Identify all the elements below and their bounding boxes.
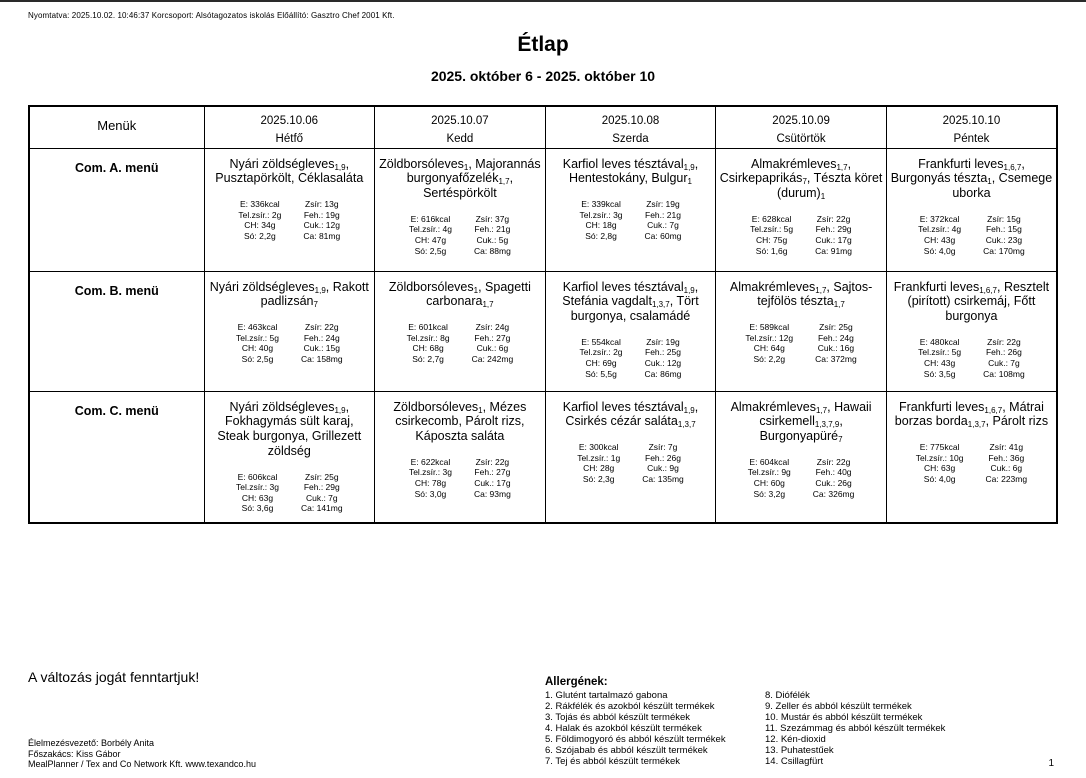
day-date: 2025.10.09	[772, 115, 830, 127]
dish-names: Nyári zöldségleves$_{1,9}$, Rakott padlizsán$_7$	[209, 279, 369, 310]
nutrition-line: CH: 40g	[241, 343, 274, 354]
nutrition-line: Tel.zsír.: 5g	[918, 347, 962, 358]
nutrition-column	[815, 322, 857, 365]
nutrition-line: Tel.zsír.: 4g	[918, 224, 962, 235]
nutrition-line: Ca: 93mg	[473, 488, 511, 499]
menu-cell	[886, 148, 1057, 271]
nutrition-line: Feh.: 26g	[985, 347, 1022, 358]
nutrition-line: E: 463kcal	[237, 322, 278, 332]
nutrition-line: Ca: 223mg	[985, 473, 1028, 484]
nutrition-line: Só: 3,2g	[753, 488, 786, 499]
credits-block	[28, 738, 256, 770]
allergen-item: 14. Csillagfürt	[765, 755, 824, 767]
nutrition-column	[645, 199, 682, 242]
allergen-item: 2. Rákfélék és azokból készült termékek	[545, 700, 715, 712]
nutrition-line: Ca: 86mg	[644, 368, 682, 379]
nutrition-line: Tel.zsír.: 3g	[579, 209, 623, 220]
nutrition-column	[918, 214, 961, 257]
menu-cell	[545, 271, 716, 391]
nutrition-line: Tel.zsír.: 3g	[236, 482, 279, 493]
allergen-item: 13. Puhatestűek	[765, 744, 834, 756]
nutrition-line: Cuk.: 5g	[476, 235, 509, 245]
day-name: Hétfő	[275, 133, 304, 145]
allergen-numbers: 1,6,7	[1003, 162, 1022, 172]
menu-cell	[204, 391, 375, 523]
dish-names: Nyári zöldségleves$_{1,9}$, Fokhagymás sült karaj, Steak burgonya, Grillezett zöldség	[217, 399, 362, 458]
allergen-numbers: 1	[478, 405, 483, 415]
nutrition-line: Só: 5,5g	[585, 368, 617, 379]
nutrition-block	[375, 214, 545, 257]
nutrition-line: Cuk.: 12g	[644, 358, 682, 368]
nutrition-line: Ca: 372mg	[815, 353, 857, 364]
dish-names: Frankfurti leves$_{1,6,7}$, Burgonyás tészta$_1$, Csemege uborka	[890, 156, 1053, 200]
day-name: Csütörtök	[776, 133, 826, 145]
nutrition-line: Zsír: 22g	[987, 336, 1021, 347]
allergen-numbers: 1,9	[334, 162, 346, 172]
allergen-item: 7. Tej és abból készült termékek	[545, 755, 681, 767]
allergen-numbers: 1,7	[836, 162, 848, 172]
column-header-day	[886, 106, 1057, 148]
nutrition-column	[303, 199, 340, 242]
nutrition-line: Ca: 158mg	[301, 353, 343, 364]
nutrition-column	[301, 472, 343, 515]
nutrition-line: Feh.: 21g	[645, 209, 681, 220]
nutrition-column	[472, 322, 514, 365]
allergen-numbers: 1,6,7	[979, 285, 997, 295]
credit-line: Főszakács: Kiss Gábor	[28, 748, 121, 759]
nutrition-block	[546, 337, 716, 380]
allergen-numbers: 1,9	[683, 405, 695, 415]
menu-row	[29, 148, 1057, 271]
nutrition-line: Zsír: 22g	[305, 322, 339, 332]
column-header-menus: Menük	[29, 106, 204, 148]
nutrition-line: Só: 3,6g	[241, 503, 274, 514]
nutrition-line: Cuk.: 16g	[817, 343, 855, 354]
menu-row	[29, 391, 1057, 523]
allergen-item: 3. Tojás és abból készült termékek	[545, 711, 691, 723]
nutrition-column	[642, 442, 684, 485]
nutrition-line: E: 601kcal	[408, 322, 448, 332]
nutrition-column	[918, 337, 961, 380]
allergen-item: 4. Halak és azokból készült termékek	[545, 722, 702, 734]
allergen-item: 1. Glutént tartalmazó gabona	[545, 690, 668, 701]
dish-names: Almakrémleves$_{1,7}$, Sajtos-tejfölös tészta$_{1,7}$	[729, 279, 873, 310]
nutrition-line: Zsír: 13g	[305, 199, 339, 209]
nutrition-line: Feh.: 40g	[815, 467, 852, 478]
nutrition-column	[813, 457, 855, 500]
nutrition-line: Só: 2,7g	[412, 353, 444, 364]
allergen-numbers: 7	[838, 435, 843, 444]
nutrition-block	[546, 199, 716, 242]
nutrition-line: Zsír: 19g	[646, 336, 680, 347]
nutrition-line: Cuk.: 7g	[988, 358, 1020, 368]
allergen-numbers: 1,7	[815, 285, 827, 295]
menu-table-body	[29, 148, 1057, 523]
nutrition-line: Ca: 170mg	[983, 245, 1025, 256]
nutrition-line: Só: 4,0g	[923, 473, 956, 484]
allergen-numbers: 1	[463, 162, 469, 172]
nutrition-line: Ca: 60mg	[644, 230, 682, 241]
allergen-numbers: 1,7	[498, 177, 510, 187]
page-title: Étlap	[517, 33, 569, 56]
credit-line: MealPlanner / Tex and Co Network Kft. www.texandco.hu	[28, 759, 256, 770]
nutrition-line: Feh.: 36g	[988, 452, 1025, 463]
nutrition-block	[546, 442, 716, 485]
nutrition-line: Feh.: 26g	[645, 452, 681, 463]
nutrition-line: E: 606kcal	[237, 471, 278, 482]
nutrition-line: CH: 69g	[585, 358, 617, 368]
dish-names: Almakrémleves$_{1,7}$, Hawaii csirkemell$_{1,3,7,9}$, Burgonyapüré$_7$	[730, 399, 872, 444]
nutrition-line: E: 622kcal	[410, 456, 451, 467]
nutrition-line: E: 775kcal	[919, 442, 960, 452]
allergen-numbers: 1,9	[683, 285, 695, 295]
menu-cell	[204, 271, 375, 391]
nutrition-block	[716, 322, 886, 365]
allergens-section	[545, 676, 945, 767]
nutrition-line: E: 589kcal	[749, 322, 790, 332]
nutrition-column	[750, 214, 793, 257]
nutrition-column	[409, 214, 452, 257]
allergen-item: 12. Kén-dioxid	[765, 733, 826, 745]
column-header-day	[545, 106, 716, 148]
column-header-day	[204, 106, 375, 148]
nutrition-line: Ca: 91mg	[815, 245, 852, 256]
allergens-column-left	[545, 691, 765, 767]
menu-row-label: Com. B. menü	[29, 271, 204, 391]
nutrition-line: CH: 68g	[412, 343, 444, 354]
dish-names: Frankfurti leves$_{1,6,7}$, Mátrai borzas borda$_{1,3,7}$, Párolt rizs	[894, 399, 1049, 430]
nutrition-column	[986, 442, 1028, 485]
nutrition-block	[375, 322, 545, 365]
nutrition-line: Cuk.: 7g	[647, 220, 679, 231]
column-header-day	[375, 106, 546, 148]
nutrition-line: Feh.: 29g	[815, 224, 852, 235]
nutrition-column	[236, 472, 279, 515]
nutrition-line: Cuk.: 9g	[647, 463, 679, 474]
nutrition-column	[238, 199, 281, 242]
nutrition-line: Zsír: 25g	[305, 471, 339, 482]
menu-table	[28, 105, 1058, 524]
nutrition-line: CH: 64g	[753, 343, 785, 354]
nutrition-line: Zsír: 25g	[819, 322, 853, 332]
nutrition-column	[474, 214, 511, 257]
allergen-numbers: 1,7	[816, 405, 828, 415]
nutrition-block	[375, 457, 545, 500]
nutrition-line: Tel.zsír.: 12g	[745, 332, 794, 343]
nutrition-line: Ca: 81mg	[303, 230, 341, 241]
nutrition-line: Tel.zsír.: 4g	[408, 224, 452, 235]
allergen-numbers: 1,9	[334, 405, 346, 415]
allergen-numbers: 1,3,7	[651, 300, 670, 310]
nutrition-line: Cuk.: 7g	[305, 492, 338, 503]
allergen-item: 10. Mustár és abból készült termékek	[765, 711, 923, 723]
nutrition-line: CH: 63g	[241, 492, 274, 503]
nutrition-line: Ca: 326mg	[812, 488, 855, 499]
nutrition-line: Cuk.: 17g	[815, 235, 852, 245]
nutrition-block	[887, 214, 1056, 257]
menu-cell	[545, 148, 716, 271]
allergen-item: 11. Szezámmag és abból készült termékek	[765, 722, 946, 734]
nutrition-column	[983, 337, 1025, 380]
nutrition-line: Feh.: 24g	[817, 332, 854, 343]
nutrition-block	[887, 442, 1056, 485]
menu-cell	[375, 391, 546, 523]
nutrition-column	[474, 457, 511, 500]
dish-names: Nyári zöldségleves$_{1,9}$, Pusztapörkölt, Céklasaláta	[215, 156, 364, 186]
allergens-column-right	[765, 691, 945, 767]
allergen-item: 5. Földimogyoró és abból készült termékek	[545, 733, 726, 745]
allergen-numbers: 1	[687, 177, 692, 187]
nutrition-line: Cuk.: 12g	[303, 220, 340, 231]
allergens-columns	[545, 691, 945, 767]
nutrition-line: Tel.zsír.: 2g	[238, 209, 282, 220]
column-header-day	[716, 106, 887, 148]
nutrition-column	[236, 322, 279, 365]
dish-names: Zöldborsóleves$_1$, Mézes csirkecomb, Párolt rizs, Káposzta saláta	[393, 399, 527, 443]
menu-cell	[716, 391, 887, 523]
nutrition-line: Tel.zsír.: 8g	[406, 332, 450, 343]
menu-row-label: Com. A. menü	[29, 148, 204, 271]
nutrition-line: CH: 75g	[756, 235, 788, 245]
nutrition-column	[301, 322, 343, 365]
menu-cell	[545, 391, 716, 523]
nutrition-column	[580, 199, 623, 242]
allergen-numbers: 1,7	[833, 300, 845, 310]
nutrition-block	[205, 472, 375, 515]
day-date: 2025.10.06	[260, 115, 319, 127]
allergen-numbers: 1,3,7,9	[814, 420, 840, 430]
nutrition-line: CH: 43g	[924, 358, 956, 368]
nutrition-line: Feh.: 24g	[303, 332, 340, 343]
date-range: 2025. október 6 - 2025. október 10	[430, 68, 656, 84]
nutrition-line: Cuk.: 26g	[815, 478, 852, 488]
nutrition-line: Só: 2,5g	[414, 245, 447, 256]
nutrition-line: Tel.zsír.: 3g	[408, 467, 452, 478]
nutrition-line: Tel.zsír.: 5g	[236, 332, 279, 343]
nutrition-column	[815, 214, 852, 257]
nutrition-line: Feh.: 29g	[303, 482, 340, 493]
day-name: Péntek	[953, 133, 990, 145]
nutrition-line: E: 336kcal	[240, 199, 280, 209]
nutrition-line: CH: 78g	[414, 478, 447, 488]
nutrition-line: Cuk.: 23g	[985, 235, 1023, 245]
nutrition-line: E: 339kcal	[581, 199, 621, 209]
nutrition-line: Tel.zsír.: 1g	[577, 452, 621, 463]
nutrition-line: Feh.: 27g	[474, 467, 511, 478]
nutrition-column	[577, 442, 620, 485]
dish-names: Karfiol leves tésztával$_{1,9}$, Csirkés cézár saláta$_{1,3,7}$	[562, 399, 699, 430]
nutrition-line: Só: 2,8g	[585, 230, 617, 241]
nutrition-line: Zsír: 37g	[475, 213, 510, 224]
nutrition-line: Só: 4,0g	[923, 245, 956, 256]
change-rights-note: A változás jogát fenntartjuk!	[28, 669, 200, 685]
nutrition-line: Tel.zsír.: 10g	[915, 452, 964, 463]
dish-names: Frankfurti leves$_{1,6,7}$, Resztelt (pirított) csirkemáj, Főtt burgonya	[893, 279, 1050, 323]
nutrition-block	[205, 322, 375, 365]
nutrition-block	[887, 337, 1056, 380]
nutrition-line: CH: 63g	[924, 463, 956, 474]
day-name: Kedd	[446, 133, 474, 145]
nutrition-line: Ca: 242mg	[471, 353, 514, 364]
nutrition-column	[983, 214, 1025, 257]
nutrition-column	[409, 457, 452, 500]
nutrition-line: E: 372kcal	[919, 213, 960, 224]
allergen-item: 8. Diófélék	[765, 690, 810, 701]
menu-cell	[716, 271, 887, 391]
nutrition-line: E: 554kcal	[581, 336, 621, 347]
nutrition-line: Zsír: 24g	[475, 322, 510, 332]
dish-names: Almakrémleves$_{1,7}$, Csirkepaprikás$_7$, Tészta köret $(durum)_1$	[719, 156, 883, 201]
dish-names: Karfiol leves tésztával$_{1,9}$, Stefánia vagdalt$_{1,3,7}$, Tört burgonya, csalamádé	[562, 279, 699, 323]
allergen-numbers: 1,3,7	[967, 420, 986, 430]
menu-row	[29, 271, 1057, 391]
dish-names: Zöldborsóleves$_1$, Majorannás burgonyafőzelék$_{1,7}$, Sertéspörkölt	[379, 156, 541, 200]
menu-row-label: Com. C. menü	[29, 391, 204, 523]
nutrition-line: Zsír: 41g	[989, 442, 1024, 452]
nutrition-line: Tel.zsír.: 9g	[747, 467, 791, 478]
nutrition-line: CH: 47g	[414, 235, 447, 245]
allergen-item: 6. Szójabab és abból készült termékek	[545, 744, 708, 756]
menu-cell	[886, 271, 1057, 391]
nutrition-line: Ca: 141mg	[301, 503, 343, 514]
allergen-numbers: 7	[313, 300, 318, 310]
allergen-item: 9. Zeller és abból készült termékek	[765, 700, 912, 712]
nutrition-line: Ca: 135mg	[642, 473, 684, 484]
nutrition-line: Ca: 108mg	[983, 368, 1025, 379]
nutrition-column	[645, 337, 682, 380]
menu-cell	[886, 391, 1057, 523]
day-date: 2025.10.07	[431, 115, 489, 127]
dish-names: Zöldborsóleves$_1$, Spagetti carbonara$_{1,7}$	[388, 279, 531, 310]
nutrition-line: Só: 1,6g	[755, 245, 788, 256]
nutrition-line: Zsír: 22g	[475, 456, 510, 467]
menu-table-head	[29, 106, 1057, 148]
nutrition-line: Zsír: 22g	[816, 213, 851, 224]
nutrition-line: Cuk.: 15g	[303, 343, 340, 354]
allergen-numbers: 1	[820, 192, 826, 201]
nutrition-line: E: 480kcal	[919, 336, 960, 347]
nutrition-line: Cuk.: 6g	[476, 343, 509, 354]
menu-cell	[375, 148, 546, 271]
nutrition-column	[407, 322, 450, 365]
nutrition-block	[205, 199, 375, 242]
menu-cell	[204, 148, 375, 271]
credit-line: Élelmezésvezető: Borbély Anita	[28, 738, 155, 748]
menu-cell	[716, 148, 887, 271]
nutrition-line: Só: 2,3g	[582, 473, 615, 484]
nutrition-line: Feh.: 15g	[985, 224, 1022, 235]
nutrition-line: Feh.: 21g	[474, 224, 511, 235]
nutrition-line: Só: 2,2g	[753, 353, 786, 364]
nutrition-line: Tel.zsír.: 5g	[750, 224, 794, 235]
nutrition-line: CH: 28g	[583, 463, 615, 474]
nutrition-line: Só: 3,5g	[923, 368, 956, 379]
nutrition-line: E: 300kcal	[578, 442, 619, 452]
allergen-numbers: 1,3,7	[677, 420, 696, 430]
dish-names: Karfiol leves tésztával$_{1,9}$, Hentestokány, Bulgur$_1$	[562, 156, 699, 187]
nutrition-line: Cuk.: 6g	[990, 463, 1023, 474]
menu-cell	[375, 271, 546, 391]
nutrition-line: CH: 18g	[585, 220, 617, 231]
print-meta-line: Nyomtatva: 2025.10.02. 10:46:37 Korcsoport: Alsótagozatos iskolás Előállító: Gasztro Chef 2001 Kft.	[28, 11, 395, 20]
day-name: Szerda	[612, 133, 649, 145]
allergen-numbers: 7	[802, 177, 807, 187]
nutrition-column	[916, 442, 964, 485]
page-number: 1	[1048, 758, 1054, 769]
nutrition-line: Feh.: 27g	[474, 332, 511, 343]
allergen-numbers: 1,6,7	[984, 405, 1003, 415]
table-header-row	[29, 106, 1057, 148]
nutrition-block	[716, 214, 886, 257]
nutrition-line: Só: 3,0g	[414, 488, 447, 499]
nutrition-column	[580, 337, 623, 380]
nutrition-line: Só: 2,2g	[244, 230, 276, 241]
nutrition-line: CH: 43g	[924, 235, 956, 245]
nutrition-block	[716, 457, 886, 500]
nutrition-line: Zsír: 19g	[646, 199, 680, 209]
allergen-numbers: 1	[987, 177, 992, 187]
nutrition-line: Feh.: 19g	[303, 209, 340, 220]
nutrition-line: Cuk.: 17g	[474, 478, 511, 488]
allergens-heading: Allergének:	[545, 676, 608, 688]
nutrition-line: Tel.zsír.: 2g	[579, 347, 623, 358]
allergen-numbers: 1,9	[314, 285, 326, 295]
nutrition-line: Ca: 88mg	[473, 245, 511, 256]
nutrition-line: E: 616kcal	[410, 213, 451, 224]
allergen-numbers: 1	[473, 285, 479, 295]
day-date: 2025.10.08	[601, 115, 660, 127]
nutrition-line: Zsír: 22g	[816, 456, 851, 467]
nutrition-line: Só: 2,5g	[241, 353, 274, 364]
nutrition-column	[745, 322, 793, 365]
nutrition-column	[748, 457, 791, 500]
day-date: 2025.10.10	[942, 115, 1001, 127]
nutrition-line: Zsír: 7g	[648, 442, 678, 452]
nutrition-line: CH: 60g	[753, 478, 785, 488]
nutrition-line: Feh.: 25g	[645, 347, 681, 358]
nutrition-line: Zsír: 15g	[987, 213, 1021, 224]
nutrition-line: CH: 34g	[244, 220, 276, 231]
allergen-numbers: 1,9	[683, 162, 695, 172]
nutrition-line: E: 604kcal	[749, 456, 790, 467]
allergen-numbers: 1,7	[482, 300, 494, 310]
nutrition-line: E: 628kcal	[751, 213, 792, 224]
